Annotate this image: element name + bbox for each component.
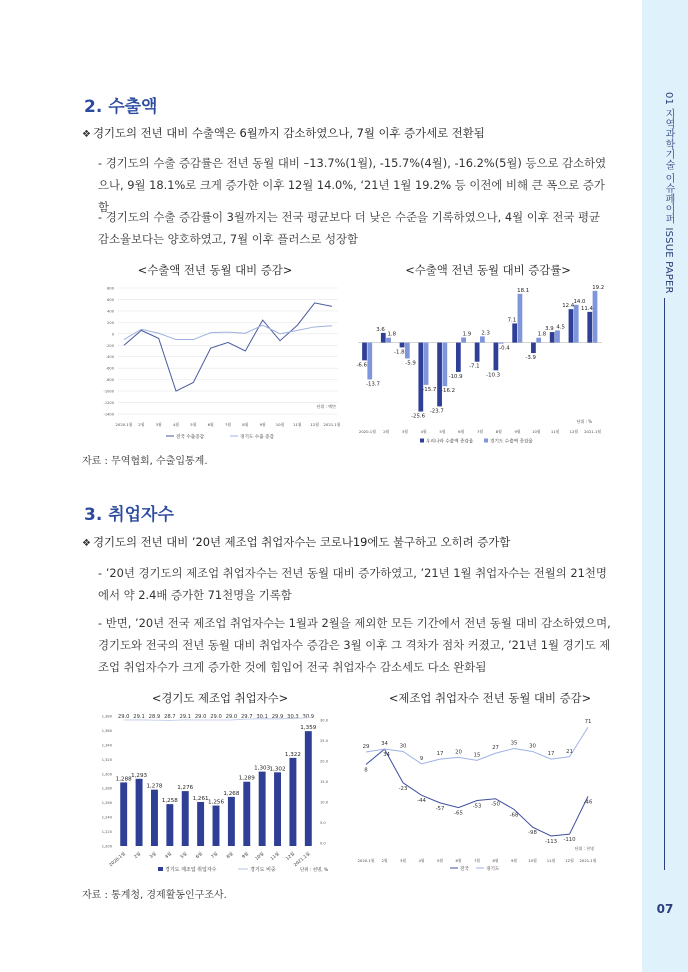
x-tick-label: 10월 [275,422,285,427]
bar [197,802,204,846]
data-label: 1,288 [115,776,132,783]
bar [228,797,235,846]
chart3-title: <경기도 제조업 취업자수> [151,691,289,705]
data-label: -10.9 [448,373,463,380]
y2-tick-label: 20.0 [320,759,329,764]
data-label: -110 [563,837,576,844]
data-label: -57 [435,805,445,812]
data-label: 1,278 [146,783,163,790]
y-tick-label: 1,260 [101,801,112,806]
section2-bullet [82,125,485,141]
data-label: 1,268 [223,790,240,797]
chart2-export-rate [352,282,614,444]
data-label: 3.9 [545,326,554,333]
bar-0 [475,343,480,362]
legend-label: 경기도 [486,866,500,872]
x-tick-label: 3월 [155,422,162,427]
bar-1 [536,338,541,343]
data-label: 30 [399,743,407,750]
data-label: -5.9 [405,360,416,367]
y-tick-label: 200 [107,320,114,325]
x-tick-label: 2월 [381,858,388,863]
x-tick-label: 10월 [532,429,541,434]
section2-source: 자료 : 무역협회, 수출입통계. [82,456,208,467]
x-tick-label: 11월 [546,858,556,863]
y-tick-label: 1,360 [101,728,112,733]
data-label: 2.3 [481,330,490,337]
bar-0 [494,343,499,371]
data-label: 11.4 [580,305,593,312]
data-label: -25.6 [411,413,426,420]
sidebar-label: 01 지역과학기술 이슈페이퍼 ISSUE PAPER [663,92,674,294]
share-label: 29.0 [117,714,130,720]
x-tick-label: 2월 [383,429,390,434]
x-tick-label: 6월 [455,858,462,863]
data-label: -44 [417,798,426,805]
data-label: -98 [528,830,537,837]
legend-label: 경기도 비중 [250,867,276,873]
x-tick-label: 7월 [473,858,481,863]
legend-label: 전국 수출증감 [176,434,205,440]
share-label: 28.9 [148,714,161,720]
x-tick-label: 2020.1월 [115,422,133,427]
bar-0 [531,343,536,354]
x-tick-label: 12월 [310,422,319,427]
unit-note: 단위 : % [576,419,592,424]
legend-label: 우리나라 수출액 증감율 [426,439,474,444]
data-label: -23.7 [429,408,444,415]
y2-tick-label: 5.0 [320,821,326,825]
y-tick-label: 0 [111,332,114,337]
y-tick-label: 1,340 [101,743,112,748]
section2-heading: 2. 수출액 [84,97,158,117]
x-tick-label: 5월 [439,429,446,434]
chart2-title: <수출액 전년 동월 대비 증감률> [405,263,571,277]
chart4-employment-change [352,708,614,880]
bar-1 [424,343,429,385]
data-label: 17 [436,751,444,758]
legend-label: 경기도 수출액 증감율 [490,439,533,444]
unit-note: 단위 : 백만 [316,404,336,409]
data-label: 1.8 [387,331,397,338]
share-label: 29.1 [179,714,192,720]
data-label: 9 [419,755,424,762]
x-tick-label: 2020.1월 [358,429,376,434]
legend-swatch [420,439,424,443]
data-label: -68 [509,812,519,819]
x-tick-label: 4월 [172,422,180,427]
bar-0 [569,309,574,342]
data-label: 1,293 [131,772,148,779]
bar [120,782,127,846]
y2-tick-label: 25.0 [320,739,329,743]
bar-1 [574,305,579,343]
data-label: 1,322 [284,751,301,758]
data-label: -46 [583,799,593,806]
bar-1 [593,291,598,343]
bar-0 [587,312,592,343]
x-tick-label: 10월 [528,858,537,863]
x-tick-label: 5월 [179,851,189,861]
chart1-export-change [88,282,348,444]
bar-0 [512,323,517,342]
x-tick-label: 3월 [149,851,158,861]
data-label: 1,256 [207,799,225,806]
y-tick-label: -1000 [103,389,114,394]
x-tick-label: 7월 [210,851,220,861]
y2-tick-label: 0.0 [320,841,326,846]
x-tick-label: 4월 [418,858,425,863]
data-label: -10.3 [486,372,501,379]
section2-bullet-text: 경기도의 전년 대비 수출액은 6월까지 감소하였으나, 7월 이후 증가세로 전환됨 [92,126,485,140]
page-number: 07 [656,902,674,916]
data-label: -113 [544,838,558,845]
data-label: 71 [584,719,592,726]
section3-bullet-text: 경기도의 전년 대비 ’20년 제조업 취업자수는 코로나19에도 불구하고 오히려 증가함 [92,535,511,549]
chart4-title: <제조업 취업자수 전년 동월 대비 증감> [388,691,592,705]
data-label: -16.2 [441,388,456,395]
data-label: 35 [510,740,518,747]
x-tick-label: 2021.1월 [323,422,341,427]
x-tick-label: 2021.1월 [579,858,597,863]
x-tick-label: 9월 [259,422,266,427]
x-tick-label: 12월 [285,851,297,862]
data-label: 1,303 [254,765,271,772]
share-label: 29.1 [133,714,145,720]
x-tick-label: 11월 [270,851,281,862]
y-tick-label: 400 [107,309,114,314]
data-label: 27 [492,745,499,752]
data-label: 14.0 [573,298,586,305]
data-label: -50 [491,801,500,808]
x-tick-label: 12월 [565,858,574,863]
x-tick-label: 10월 [254,851,266,862]
bar-0 [418,343,423,412]
bar-1 [405,343,410,359]
bar [213,806,220,846]
legend-label: 경기도 제조업 취업자수 [165,867,217,873]
x-tick-label: 5월 [190,422,197,427]
bar-0 [437,343,442,407]
bar-1 [518,294,523,343]
share-label: 30.9 [302,714,315,720]
data-label: 1,359 [300,725,317,732]
y2-tick-label: 30.0 [320,718,329,723]
x-tick-label: 4월 [164,851,174,861]
x-tick-label: 7월 [476,429,484,434]
legend-swatch [158,867,163,871]
bar [243,782,250,846]
section3-sub1: - ’20년 경기도의 제조업 취업자수는 전년 동월 대비 증가하였고, ’21년 1월 취업자수는 전월의 21천명에서 약 2.4배 증가한 71천명을 기록함 [98,566,607,602]
data-label: -1.8 [394,349,405,356]
data-label: 1,258 [161,798,178,805]
share-label: 29.7 [240,714,253,720]
share-label: 30.3 [287,714,299,720]
data-label: 12.4 [562,303,575,310]
x-tick-label: 11월 [550,429,560,434]
y2-tick-label: 10.0 [320,800,329,805]
data-label: 20 [455,749,462,756]
data-label: 1,261 [192,795,209,802]
data-label: 1,302 [269,766,286,773]
x-tick-label: 2월 [138,422,145,427]
section3-heading: 3. 취업자수 [84,505,174,525]
x-tick-label: 6월 [195,851,204,861]
x-tick-label: 11월 [293,422,302,427]
bar [259,772,266,846]
bar-1 [555,330,560,342]
data-label: 1.8 [537,331,547,338]
x-tick-label: 2020.1월 [357,858,375,863]
data-label: 21 [566,748,573,755]
y-tick-label: 1,200 [101,844,112,849]
x-tick-label: 2021.1월 [293,851,312,869]
bar-1 [461,337,466,342]
chart3-gyeonggi-employment [88,708,350,880]
data-label: 34 [383,752,390,759]
y-tick-label: -800 [105,378,114,383]
x-tick-label: 3월 [399,858,407,863]
sidebar-divider [664,298,665,870]
data-label: -65 [454,810,463,817]
section2-sub1: - 경기도의 수출 증감률은 전년 동월 대비 –13.7%(1월), -15.7%(4월), -16.2%(5월) 등으로 감소하였으나, 9월 18.1%로 크게 증가한 이후 12월 14.0%, ‘21년 1월 19.2% 등 이전에 비해 큰 폭으로 증가함 [98,156,607,214]
data-label: 1.9 [462,331,472,338]
bar [289,758,296,846]
x-tick-label: 2020.1월 [108,851,127,869]
y-tick-label: 600 [107,297,114,302]
diamond-bullet-icon: ❖ [82,538,91,549]
share-label: 29.0 [210,714,222,720]
data-label: 1,289 [238,775,255,782]
bar [136,779,143,846]
legend-label: 전국 [460,866,469,872]
data-label: -7.1 [469,363,480,370]
share-label: 29.0 [194,714,207,720]
y-tick-label: 1,320 [101,757,112,762]
data-label: 3.6 [376,326,385,333]
unit-note: 단위 : 천명, % [300,868,329,873]
bar-1 [480,336,485,342]
section2-sub2: - 경기도의 수출 증감률이 3월까지는 전국 평균보다 더 낮은 수준을 기록하였으나, 4월 이후 전국 평균 감소율보다는 양호하였고, 7월 이후 플러스로 성장함 [98,210,601,246]
series-line-1 [124,325,332,339]
x-tick-label: 8월 [242,422,249,427]
bar-0 [550,332,555,343]
data-label: 29 [362,744,370,751]
share-label: 30.1 [256,714,268,720]
bar-0 [400,343,405,348]
section3-source: 자료 : 통계청, 경제활동인구조사. [82,890,227,901]
x-tick-label: 6월 [458,429,465,434]
bar-1 [442,343,447,387]
bar-0 [456,343,461,372]
bar [305,731,312,846]
share-label: 29.0 [225,714,238,720]
x-tick-label: 7월 [224,422,232,427]
section3-sub2: - 반면, ’20년 전국 제조업 취업자수는 1월과 2월을 제외한 모든 기간에서 전년 동월 대비 감소하였으며, 경기도와 전국의 전년 동월 대비 취업자수 증감은 3월 이후 그 격차가 점차 커졌고, ’21년 1월 경기도 제조업 취업자수가 크게 증가한 것에 힘입어 전국 취업자수 감소세도 다소 완화됨 [98,616,611,674]
data-label: 30 [529,743,536,750]
y2-tick-label: 15.0 [320,780,329,784]
data-label: -6.6 [356,362,368,369]
data-label: -13.7 [366,381,380,388]
data-label: 34 [381,741,388,748]
bar-0 [381,333,386,343]
x-tick-label: 6월 [207,422,214,427]
share-label: 29.9 [271,714,284,720]
x-tick-label: 2021.1월 [584,429,602,434]
x-tick-label: 12월 [569,429,579,434]
data-label: 7.1 [507,317,517,324]
bar [182,791,189,846]
x-tick-label: 8월 [226,851,235,861]
y-tick-label: -1400 [103,412,114,417]
data-label: -0.4 [499,345,510,352]
y-tick-label: 1,220 [101,830,112,835]
data-label: 19.2 [592,284,605,291]
diamond-bullet-icon: ❖ [82,129,91,140]
data-label: -3.9 [525,355,536,362]
chart1-title: <수출액 전년 동월 대비 증감> [137,263,293,277]
data-label: 1,276 [177,785,194,792]
series-line-0 [366,749,588,836]
bar [166,804,173,846]
data-label: 17 [547,751,555,758]
unit-note: 단위 : 천명 [574,846,594,851]
y-tick-label: -200 [105,343,114,348]
y-tick-label: 1,280 [101,786,112,791]
x-tick-label: 8월 [492,858,499,863]
x-tick-label: 5월 [436,858,444,863]
share-label: 28.7 [164,714,176,720]
bar [274,772,281,846]
y-tick-label: 800 [107,286,114,291]
data-label: 8 [364,767,368,774]
series-line-0 [124,303,332,391]
y-tick-label: -400 [105,355,114,360]
bar-1 [499,343,504,344]
section3-bullet [82,534,510,550]
y-tick-label: 1,380 [101,714,112,719]
x-tick-label: 9월 [514,429,521,434]
y-tick-label: -600 [105,366,114,371]
data-label: 18.1 [517,287,530,294]
x-tick-label: 3월 [401,429,408,434]
bar-1 [367,343,372,380]
bar-0 [362,343,367,361]
legend-label: 경기도 수출 증감 [240,434,274,440]
data-label: 4.5 [556,324,565,331]
x-tick-label: 8월 [495,429,502,434]
y-tick-label: 1,240 [101,815,112,820]
bar-1 [386,338,391,343]
x-tick-label: 2월 [133,851,143,861]
y-tick-label: -1200 [103,401,114,406]
data-label: 15 [473,752,481,759]
x-tick-label: 4월 [420,429,427,434]
y-tick-label: 1,300 [101,772,112,777]
legend-swatch [484,439,488,443]
data-label: -53 [472,803,482,810]
bar [151,790,158,846]
x-tick-label: 9월 [241,851,251,861]
x-tick-label: 9월 [510,858,518,863]
data-label: -23 [398,785,408,792]
data-label: -15.7 [422,386,437,393]
